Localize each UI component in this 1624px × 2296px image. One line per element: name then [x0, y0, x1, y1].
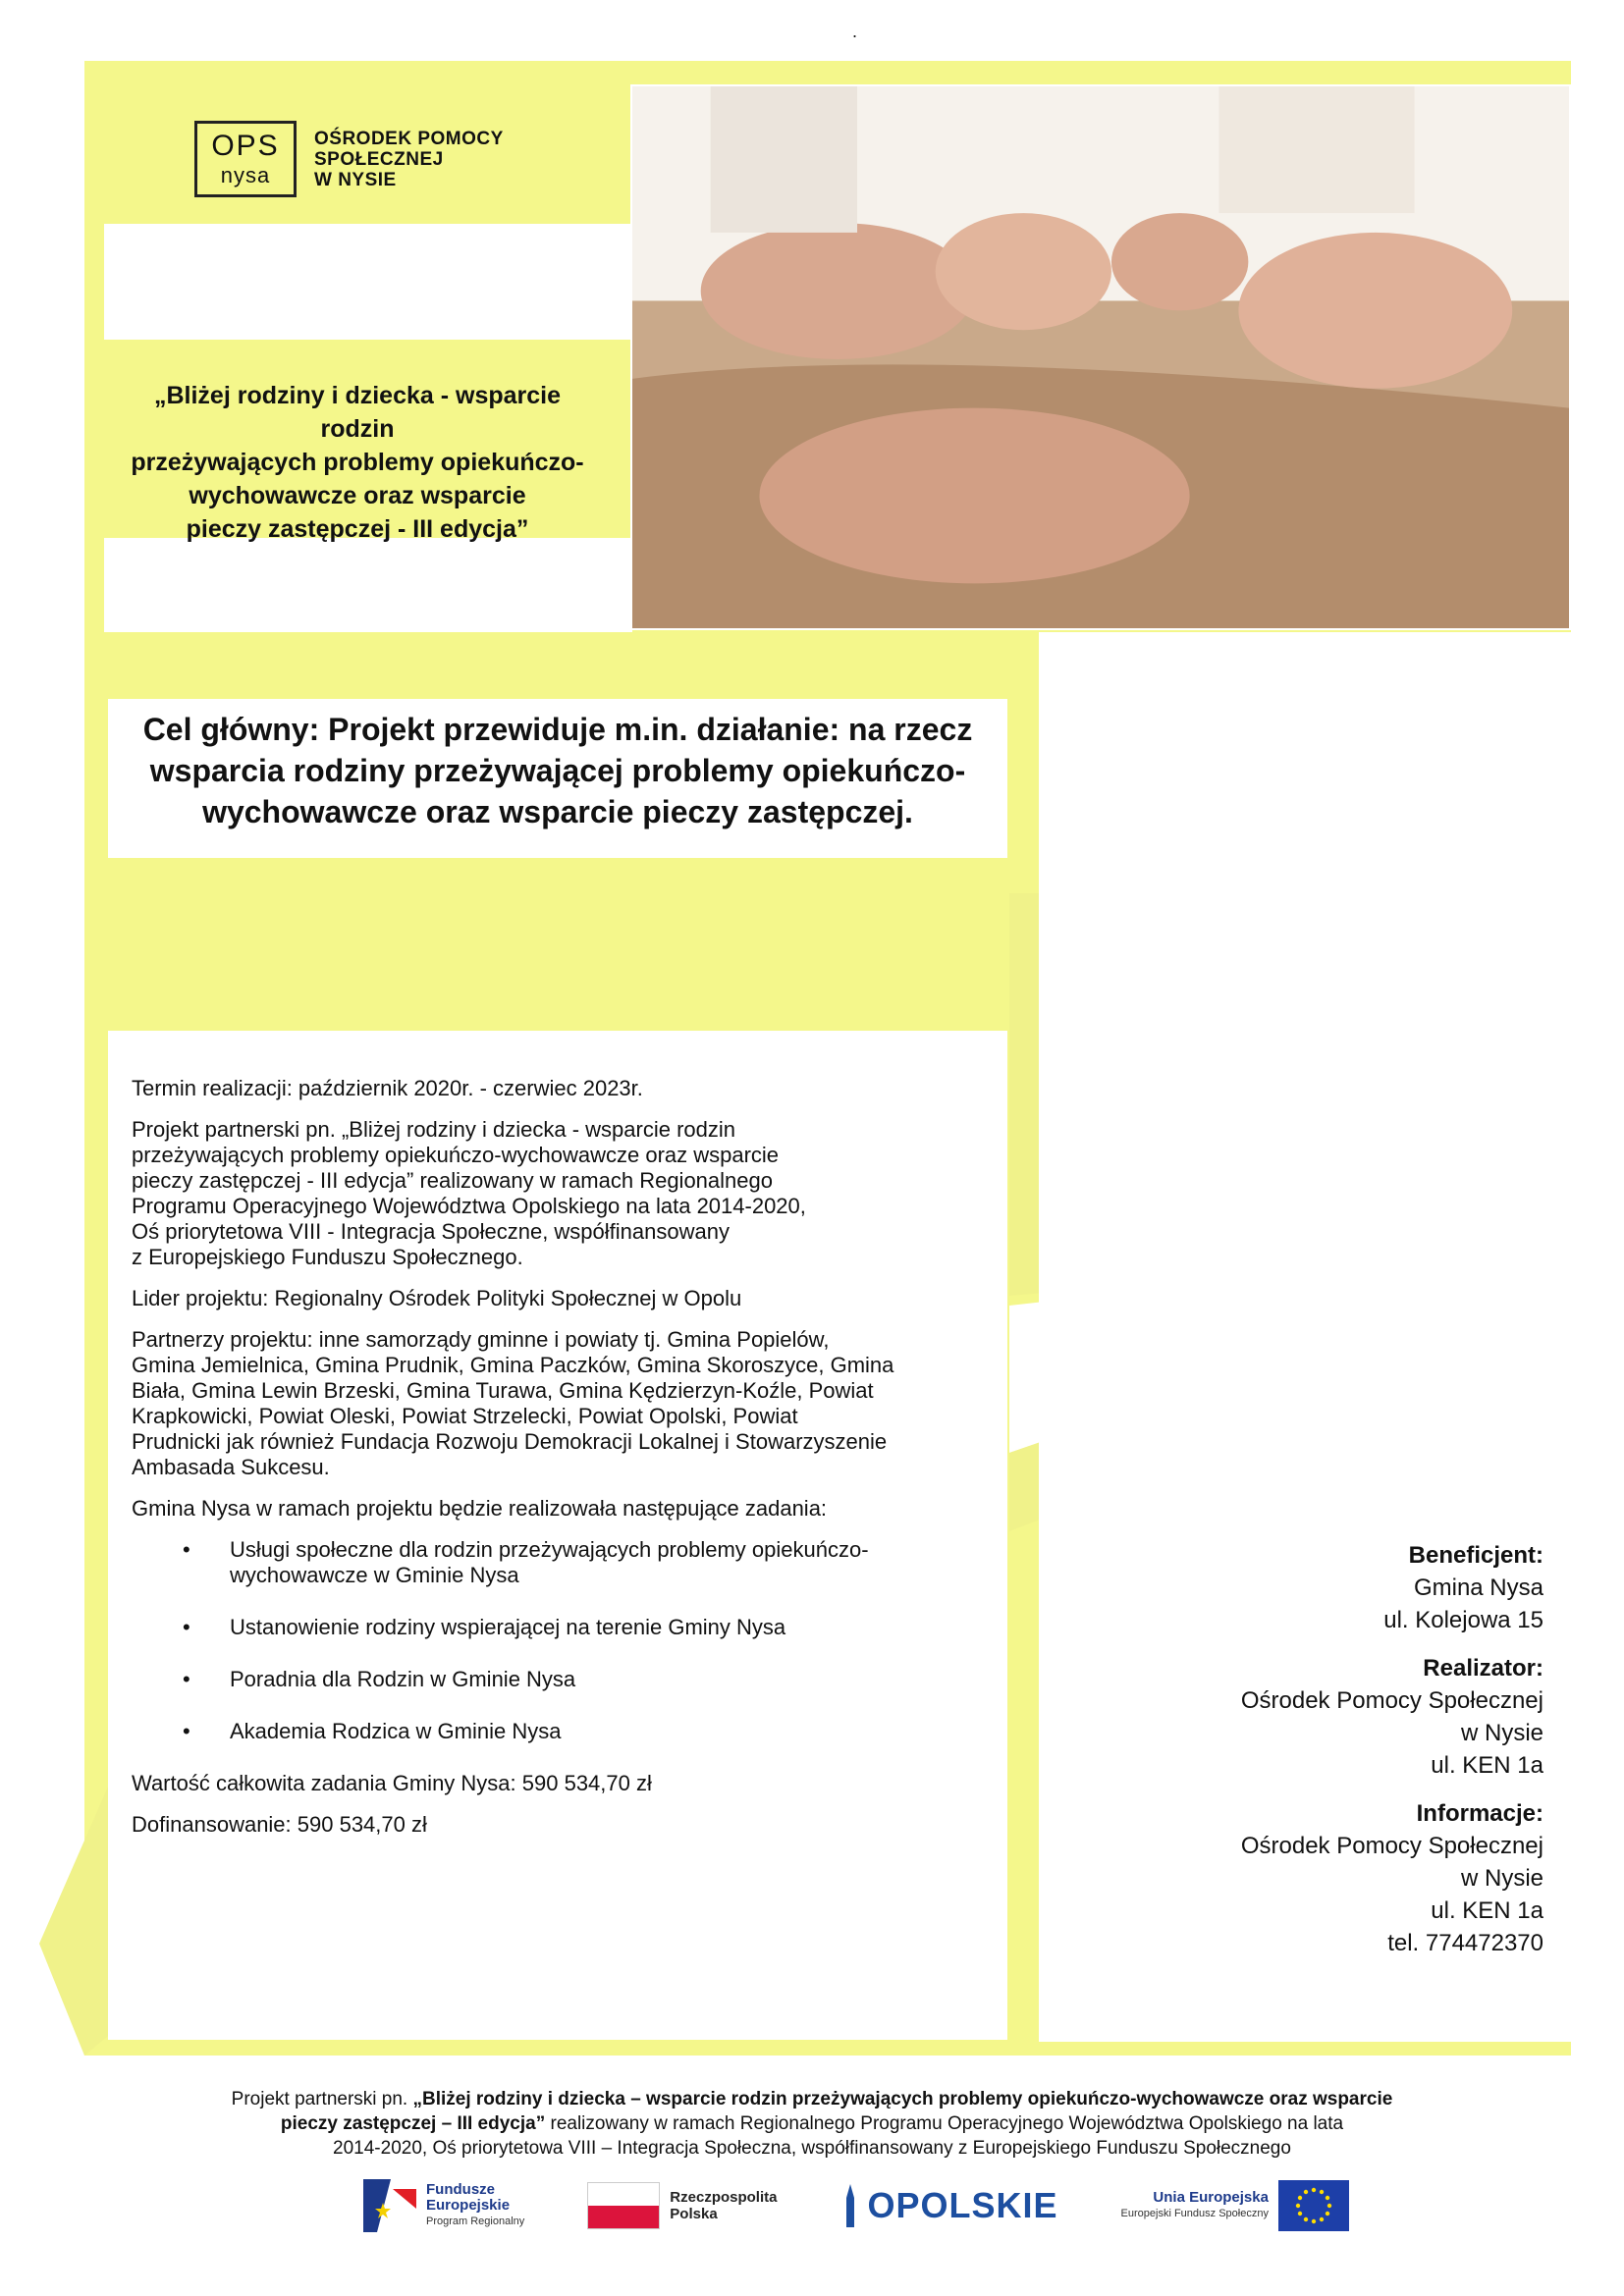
ops-logo	[194, 121, 504, 197]
task-line: • Usługi społeczne dla rodzin przeżywających problemy opiekuńczo-	[230, 1537, 869, 1562]
info-heading: Informacje:	[1416, 1800, 1543, 1827]
list-item	[132, 1537, 996, 1588]
goal-line: Cel główny: Projekt przewiduje m.in. działanie: na rzecz	[142, 712, 973, 747]
partners-text	[132, 1327, 996, 1480]
footer-project-name: pieczy zastępczej – III edycja”	[280, 2113, 546, 2134]
footer-line: 2014-2020, Oś priorytetowa VIII – Integracja Społeczna, współfinansowany z Europejskiego Funduszu Społecznego	[333, 2138, 1291, 2159]
ue-line: Unia Europejska	[1153, 2189, 1269, 2206]
task-line: wychowawcze w Gminie Nysa	[230, 1563, 519, 1587]
eu-flag-icon	[1278, 2180, 1349, 2231]
realizer-heading: Realizator:	[1423, 1655, 1543, 1682]
fe-line: Europejskie	[426, 2197, 511, 2214]
project-details	[132, 1076, 996, 1853]
footer-text	[147, 2087, 1477, 2161]
task-line: • Akademia Rodzica w Gminie Nysa	[230, 1719, 562, 1743]
rp-line: Rzeczpospolita	[670, 2189, 778, 2206]
footer-segment: Projekt partnerski pn.	[231, 2089, 413, 2109]
text-line: Programu Operacyjnego Województwa Opolskiego na lata 2014-2020,	[132, 1194, 806, 1218]
term-text: Termin realizacji: październik 2020r. - czerwiec 2023r.	[132, 1076, 643, 1100]
rp-text	[670, 2189, 777, 2222]
leader-text: Lider projektu: Regionalny Ośrodek Polityki Społecznej w Opolu	[132, 1286, 742, 1310]
ops-logo-mark	[194, 121, 297, 197]
project-title-line: przeżywających problemy opiekuńczo-	[131, 449, 584, 476]
contact-line: w Nysie	[1460, 1865, 1543, 1892]
tower-icon	[840, 2184, 860, 2227]
top-dot: .	[852, 22, 858, 41]
text-line: Krapkowicki, Powiat Oleski, Powiat Strzelecki, Powiat Opolski, Powiat	[132, 1404, 798, 1428]
list-item	[132, 1667, 996, 1692]
ue-sub: Europejski Fundusz Społeczny	[1120, 2208, 1269, 2219]
poland-flag-icon	[587, 2182, 660, 2229]
hands-photo	[630, 84, 1571, 630]
logo-abbr: OPS	[211, 130, 280, 162]
fe-sub: Program Regionalny	[426, 2216, 525, 2227]
logo-name	[314, 129, 504, 190]
logo-name-line: SPOŁECZNEJ	[314, 148, 444, 170]
realizer-block	[1139, 1652, 1543, 1782]
fe-text	[426, 2182, 524, 2229]
funding-logos	[363, 2171, 1349, 2240]
text-line: Projekt partnerski pn. „Bliżej rodziny i dziecka - wsparcie rodzin	[132, 1117, 736, 1142]
tasks-intro: Gmina Nysa w ramach projektu będzie realizowała następujące zadania:	[132, 1496, 828, 1521]
text-line: Biała, Gmina Lewin Brzeski, Gmina Turawa, Gmina Kędzierzyn-Koźle, Powiat	[132, 1378, 874, 1403]
fe-logo	[363, 2179, 524, 2232]
project-title-line: „Bliżej rodziny i dziecka - wsparcie	[153, 382, 562, 409]
goal-line: wsparcia rodziny przeżywającej problemy opiekuńczo-	[149, 753, 966, 788]
contact-info	[1139, 1539, 1543, 1975]
info-block	[1139, 1797, 1543, 1959]
logo-city: nysa	[220, 163, 271, 187]
contact-line: ul. Kolejowa 15	[1383, 1607, 1543, 1633]
project-title-line: wychowawcze oraz wsparcie	[189, 482, 526, 509]
project-title	[102, 379, 613, 546]
contact-line: w Nysie	[1460, 1720, 1543, 1746]
text-line: Ambasada Sukcesu.	[132, 1455, 330, 1479]
footer-line	[147, 2111, 1477, 2136]
tasks-list	[132, 1537, 996, 1744]
total-value-text: Wartość całkowita zadania Gminy Nysa: 590 534,70 zł	[132, 1771, 652, 1795]
text-line: Gmina Jemielnica, Gmina Prudnik, Gmina Paczków, Gmina Skoroszyce, Gmina	[132, 1353, 894, 1377]
logo-name-line: W NYSIE	[314, 169, 397, 190]
project-title-line: rodzin	[320, 415, 395, 443]
main-goal	[128, 709, 988, 832]
text-line: z Europejskiego Funduszu Społecznego.	[132, 1245, 523, 1269]
goal-line: wychowawcze oraz wsparcie pieczy zastępczej.	[202, 794, 913, 829]
ue-text	[1121, 2190, 1269, 2221]
task-line: • Poradnia dla Rodzin w Gminie Nysa	[230, 1667, 576, 1691]
footer-segment: realizowany w ramach Regionalnego Programu Operacyjnego Województwa Opolskiego na lata	[545, 2113, 1344, 2134]
logo-name-line: OŚRODEK POMOCY	[314, 128, 504, 149]
contact-line: Ośrodek Pomocy Społecznej	[1240, 1687, 1543, 1714]
logo-white-band	[104, 224, 632, 340]
footer-project-name: „Bliżej rodziny i dziecka – wsparcie rodzin przeżywających problemy opiekuńczo-wychowawcze oraz wsparcie	[412, 2089, 1393, 2109]
partner-project-text	[132, 1117, 996, 1270]
opolskie-text: OPOLSKIE	[867, 2185, 1058, 2225]
ue-logo	[1121, 2180, 1349, 2231]
list-item	[132, 1615, 996, 1640]
text-line: przeżywających problemy opiekuńczo-wychowawcze oraz wsparcie	[132, 1143, 780, 1167]
cofinancing-text: Dofinansowanie: 590 534,70 zł	[132, 1812, 427, 1837]
contact-line: Ośrodek Pomocy Społecznej	[1240, 1833, 1543, 1859]
task-line: • Ustanowienie rodziny wspierającej na terenie Gminy Nysa	[230, 1615, 786, 1639]
text-line: Prudnicki jak również Fundacja Rozwoju Demokracji Lokalnej i Stowarzyszenie	[132, 1429, 888, 1454]
rp-logo	[587, 2182, 777, 2229]
footer-line	[147, 2087, 1477, 2111]
contact-phone: tel. 774472370	[1387, 1930, 1543, 1956]
fe-star-icon	[363, 2179, 416, 2232]
text-line: Oś priorytetowa VIII - Integracja Społeczne, współfinansowany	[132, 1219, 730, 1244]
list-item	[132, 1719, 996, 1744]
text-line: Partnerzy projektu: inne samorządy gminne i powiaty tj. Gmina Popielów,	[132, 1327, 830, 1352]
beneficiary-heading: Beneficjent:	[1408, 1542, 1543, 1569]
opolskie-logo	[840, 2184, 1058, 2227]
project-title-line: pieczy zastępczej - III edycja”	[186, 515, 529, 543]
contact-line: ul. KEN 1a	[1431, 1897, 1543, 1924]
contact-line: Gmina Nysa	[1413, 1575, 1543, 1601]
title-white-band	[104, 538, 632, 632]
fe-line: Fundusze	[426, 2181, 495, 2198]
text-line: pieczy zastępczej - III edycja” realizowany w ramach Regionalnego	[132, 1168, 773, 1193]
beneficiary-block	[1139, 1539, 1543, 1636]
rp-line: Polska	[670, 2206, 718, 2222]
contact-line: ul. KEN 1a	[1431, 1752, 1543, 1779]
